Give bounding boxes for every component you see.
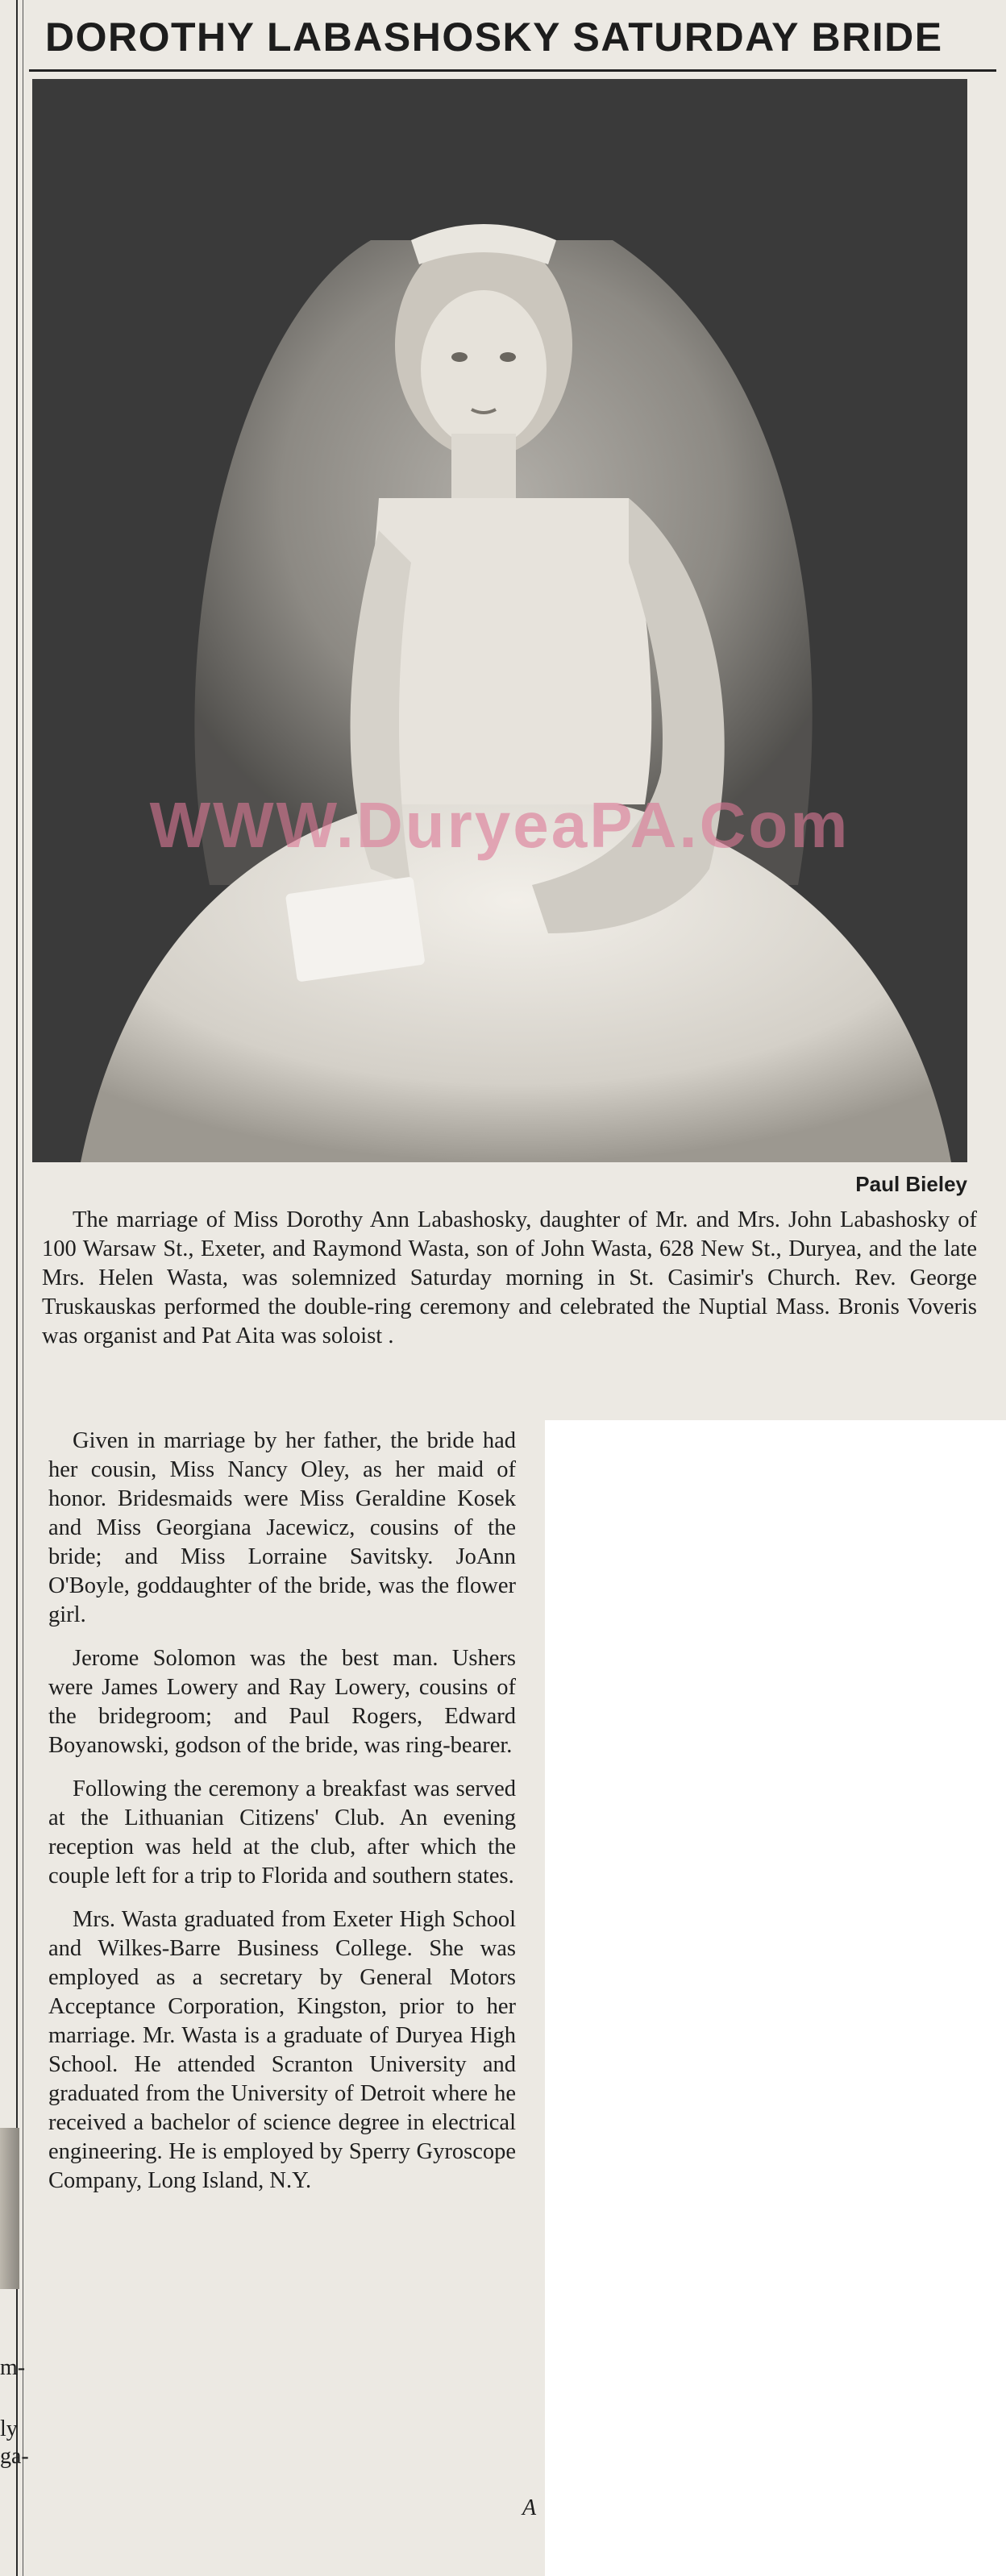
adjacent-column-fragment: ga-	[0, 2444, 29, 2469]
paragraph-biography: Mrs. Wasta graduated from Exeter High School and Wilkes-Barre Business College. She was employed as a secretary by General Motors Acceptance Corporation, Kingston, prior to her marriage. Mr. Wasta is a graduate of Duryea High School. He attended Scranton University and graduated from the University of Detroit where he received a bachelor of science degree in electrical engineering. He is employed by Sperry Gyroscope Company, Long Island, N.Y.	[48, 1907, 516, 2193]
article-column	[48, 1427, 516, 2210]
adjacent-column-fragment: A	[522, 2495, 537, 2520]
photo-credit: Paul Bieley	[855, 1172, 967, 1196]
headline-rule	[29, 69, 996, 72]
watermark-text: WWW.DuryeaPA.Com	[149, 789, 850, 861]
adjacent-column-fragment: m-	[0, 2355, 26, 2380]
adjacent-photo-edge	[0, 2128, 19, 2289]
lead-paragraph-block	[42, 1206, 977, 1351]
headline: DOROTHY LABASHOSKY SATURDAY BRIDE	[45, 15, 943, 60]
bride-photo-illustration	[32, 79, 967, 1162]
paragraph-bridal-party: Given in marriage by her father, the bride had her cousin, Miss Nancy Oley, as her maid of honor. Bridesmaids were Miss Geraldine Kosek and Miss Georgiana Jacewicz, cousins of the bride; and Miss Lorraine Savitsky. JoAnn O'Boyle, goddaughter of the bride, was the flower girl.	[48, 1428, 516, 1627]
lead-paragraph: The marriage of Miss Dorothy Ann Labashosky, daughter of Mr. and Mrs. John Labashosky of 100 Warsaw St., Exeter, and Raymond Wasta, son of John Wasta, 628 New St., Duryea, and the late Mrs. Helen Wasta, was solemnized Saturday morning in St. Casimir's Church. Rev. George Truskauskas performed the double-ring ceremony and celebrated the Nuptial Mass. Bronis Voveris was organist and Pat Aita was soloist .	[42, 1207, 977, 1348]
paragraph-ushers: Jerome Solomon was the best man. Ushers were James Lowery and Ray Lowery, cousins of the bridegroom; and Paul Rogers, Edward Boyanowski, godson of the bride, was ring-bearer.	[48, 1646, 516, 1758]
bride-photo	[32, 79, 967, 1162]
adjacent-column-fragment: ly	[0, 2416, 18, 2441]
paragraph-reception: Following the ceremony a breakfast was served at the Lithuanian Citizens' Club. An evening reception was held at the club, after which the couple left for a trip to Florida and southern states.	[48, 1776, 516, 1888]
